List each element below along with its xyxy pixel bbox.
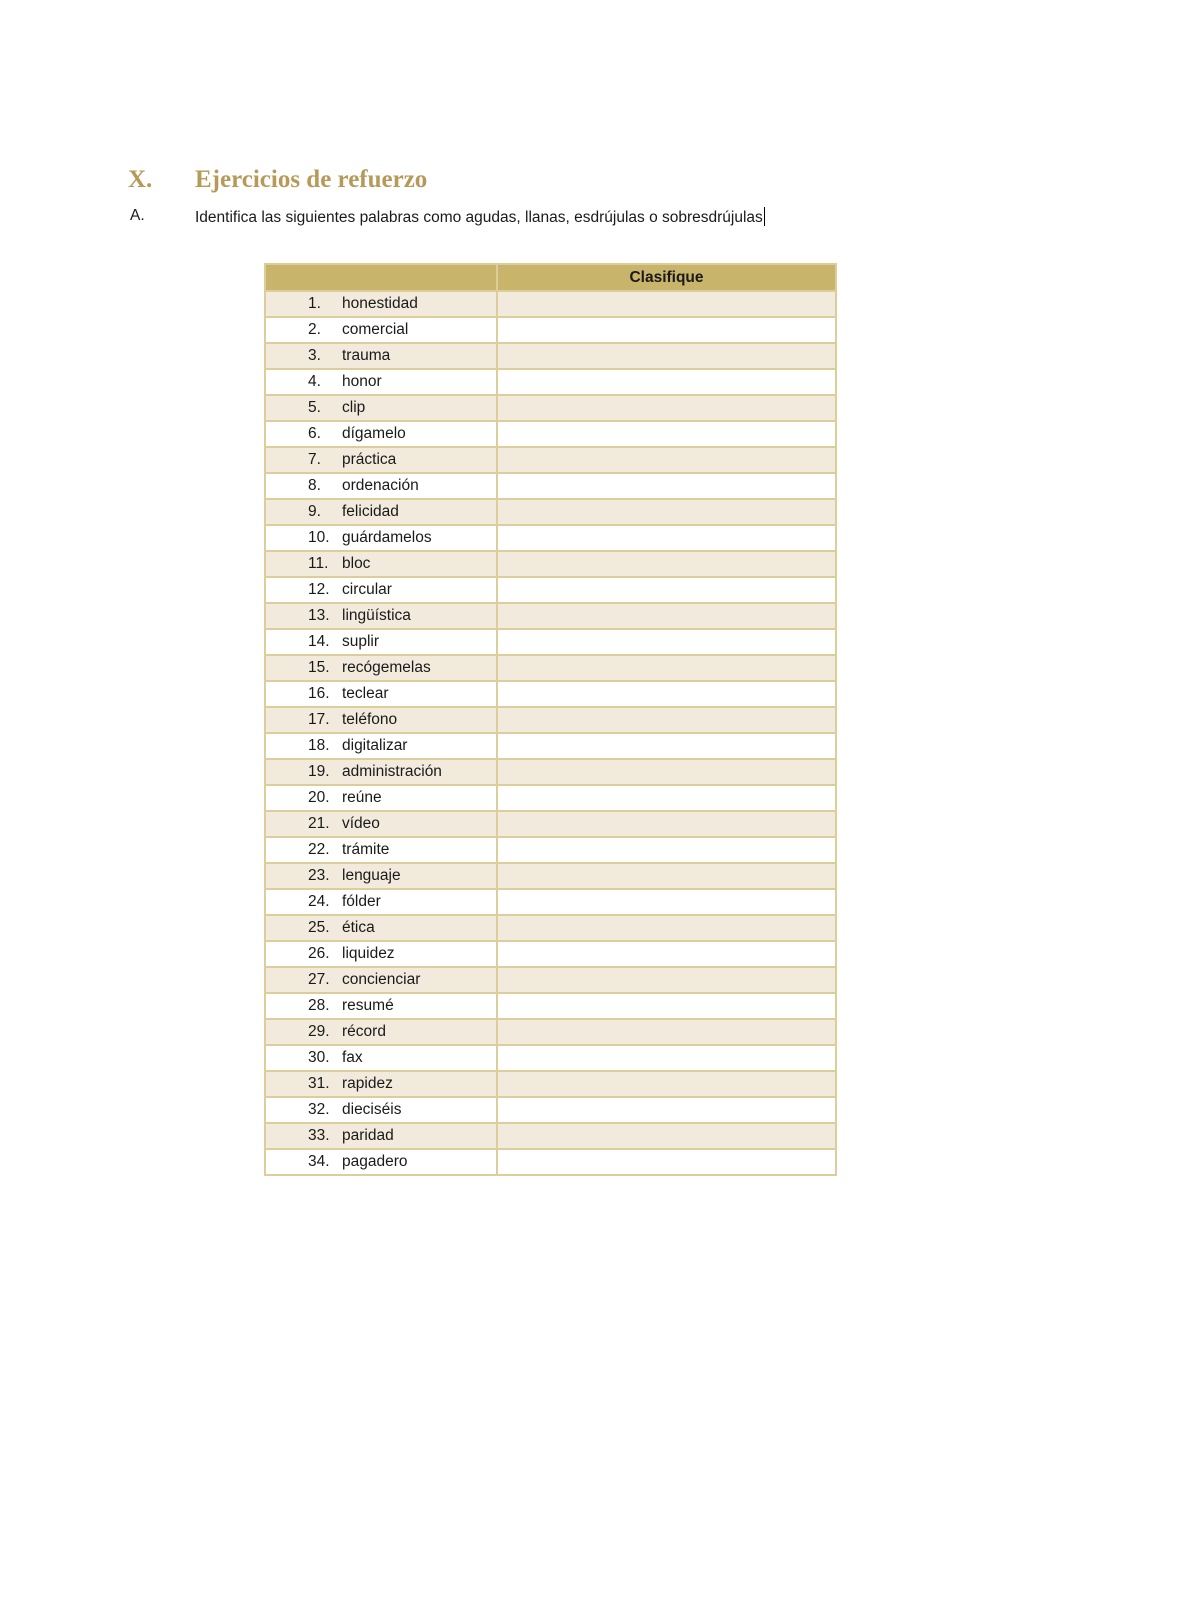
item-number: 3. [308, 347, 321, 364]
header-clasifique: Clasifique [497, 264, 836, 291]
answer-cell[interactable] [497, 915, 836, 941]
item-number: 19. [308, 763, 330, 780]
table-row [265, 603, 836, 629]
item-number: 30. [308, 1049, 330, 1066]
table-row [265, 707, 836, 733]
word-cell [265, 863, 497, 889]
word-cell [265, 1123, 497, 1149]
table-row [265, 291, 836, 317]
item-number: 25. [308, 919, 330, 936]
item-word: dieciséis [342, 1101, 402, 1118]
word-cell [265, 759, 497, 785]
table-row [265, 1019, 836, 1045]
table-row [265, 837, 836, 863]
instruction-text: Identifica las siguientes palabras como agudas, llanas, esdrújulas o sobresdrújulas [195, 209, 763, 226]
item-number: 17. [308, 711, 330, 728]
item-number: 5. [308, 399, 321, 416]
word-cell [265, 967, 497, 993]
item-word: trámite [342, 841, 390, 858]
item-word: dígamelo [342, 425, 406, 442]
item-number: 1. [308, 295, 321, 312]
word-cell [265, 993, 497, 1019]
item-word: suplir [342, 633, 380, 650]
item-number: 12. [308, 581, 330, 598]
table-row [265, 785, 836, 811]
item-word: rapidez [342, 1075, 393, 1092]
item-number: 11. [308, 555, 329, 572]
item-number: 7. [308, 451, 321, 468]
item-word: paridad [342, 1127, 394, 1144]
item-number: 28. [308, 997, 330, 1014]
answer-cell[interactable] [497, 369, 836, 395]
word-cell [265, 499, 497, 525]
word-cell [265, 941, 497, 967]
answer-cell[interactable] [497, 551, 836, 577]
answer-cell[interactable] [497, 1019, 836, 1045]
answer-cell[interactable] [497, 941, 836, 967]
header-word-column [265, 264, 497, 291]
item-word: comercial [342, 321, 409, 338]
word-cell [265, 733, 497, 759]
word-cell [265, 785, 497, 811]
word-cell [265, 1097, 497, 1123]
answer-cell[interactable] [497, 863, 836, 889]
table-row [265, 1071, 836, 1097]
answer-cell[interactable] [497, 603, 836, 629]
item-number: 6. [308, 425, 321, 442]
item-word: fax [342, 1049, 363, 1066]
word-cell [265, 577, 497, 603]
answer-cell[interactable] [497, 1149, 836, 1175]
section-heading [128, 166, 828, 200]
answer-cell[interactable] [497, 525, 836, 551]
answer-cell[interactable] [497, 421, 836, 447]
word-cell [265, 655, 497, 681]
item-word: bloc [342, 555, 371, 572]
table-row [265, 577, 836, 603]
table-row [265, 551, 836, 577]
item-number: 15. [308, 659, 330, 676]
item-number: 26. [308, 945, 330, 962]
item-word: concienciar [342, 971, 421, 988]
item-number: 34. [308, 1153, 330, 1170]
answer-cell[interactable] [497, 1123, 836, 1149]
section-number: X. [128, 166, 153, 193]
word-cell [265, 447, 497, 473]
answer-cell[interactable] [497, 317, 836, 343]
item-number: 9. [308, 503, 321, 520]
word-cell [265, 915, 497, 941]
table-row [265, 317, 836, 343]
table-row [265, 369, 836, 395]
word-cell [265, 551, 497, 577]
item-word: pagadero [342, 1153, 408, 1170]
item-word: fólder [342, 893, 381, 910]
word-cell [265, 291, 497, 317]
answer-cell[interactable] [497, 343, 836, 369]
word-cell [265, 369, 497, 395]
table-row [265, 421, 836, 447]
word-cell [265, 317, 497, 343]
table-row [265, 759, 836, 785]
answer-cell[interactable] [497, 629, 836, 655]
item-word: vídeo [342, 815, 380, 832]
word-cell [265, 629, 497, 655]
word-cell [265, 1019, 497, 1045]
table-row [265, 681, 836, 707]
item-number: 29. [308, 1023, 330, 1040]
item-number: 16. [308, 685, 330, 702]
word-cell [265, 681, 497, 707]
instruction [128, 207, 1028, 231]
table-row [265, 915, 836, 941]
table-row [265, 499, 836, 525]
item-number: 27. [308, 971, 330, 988]
item-number: 18. [308, 737, 330, 754]
item-word: resumé [342, 997, 394, 1014]
section-title: Ejercicios de refuerzo [195, 166, 428, 193]
answer-cell[interactable] [497, 1045, 836, 1071]
word-cell [265, 811, 497, 837]
word-cell [265, 837, 497, 863]
answer-cell[interactable] [497, 577, 836, 603]
item-number: 22. [308, 841, 330, 858]
table-row [265, 811, 836, 837]
item-number: 20. [308, 789, 330, 806]
answer-cell[interactable] [497, 993, 836, 1019]
table-row [265, 993, 836, 1019]
table-row [265, 1097, 836, 1123]
answer-cell[interactable] [497, 447, 836, 473]
table-row [265, 941, 836, 967]
word-cell [265, 889, 497, 915]
table-row [265, 343, 836, 369]
word-cell [265, 421, 497, 447]
item-word: ordenación [342, 477, 419, 494]
item-word: ética [342, 919, 375, 936]
answer-cell[interactable] [497, 759, 836, 785]
instruction-letter: A. [130, 207, 145, 224]
answer-cell[interactable] [497, 681, 836, 707]
answer-cell[interactable] [497, 837, 836, 863]
table-row [265, 525, 836, 551]
table-row [265, 1149, 836, 1175]
word-cell [265, 1149, 497, 1175]
table-row [265, 395, 836, 421]
answer-cell[interactable] [497, 395, 836, 421]
item-word: recógemelas [342, 659, 431, 676]
answer-cell[interactable] [497, 733, 836, 759]
item-number: 24. [308, 893, 330, 910]
word-cell [265, 343, 497, 369]
word-cell [265, 1071, 497, 1097]
item-number: 31. [308, 1075, 330, 1092]
word-cell [265, 525, 497, 551]
answer-cell[interactable] [497, 473, 836, 499]
item-word: teléfono [342, 711, 398, 728]
item-word: reúne [342, 789, 382, 806]
answer-cell[interactable] [497, 291, 836, 317]
classification-table [264, 263, 837, 1176]
item-number: 21. [308, 815, 330, 832]
item-word: lenguaje [342, 867, 401, 884]
table-row [265, 889, 836, 915]
word-cell [265, 707, 497, 733]
item-word: administración [342, 763, 442, 780]
table-row [265, 733, 836, 759]
table-row [265, 473, 836, 499]
answer-cell[interactable] [497, 499, 836, 525]
table-row [265, 967, 836, 993]
item-word: felicidad [342, 503, 399, 520]
table-row [265, 1123, 836, 1149]
item-number: 23. [308, 867, 330, 884]
item-word: teclear [342, 685, 389, 702]
answer-cell[interactable] [497, 811, 836, 837]
answer-cell[interactable] [497, 889, 836, 915]
answer-cell[interactable] [497, 1097, 836, 1123]
answer-cell[interactable] [497, 967, 836, 993]
item-number: 32. [308, 1101, 330, 1118]
item-number: 10. [308, 529, 330, 546]
answer-cell[interactable] [497, 707, 836, 733]
table-row [265, 1045, 836, 1071]
item-number: 13. [308, 607, 330, 624]
item-number: 4. [308, 373, 321, 390]
item-word: récord [342, 1023, 386, 1040]
word-cell [265, 473, 497, 499]
table-row [265, 863, 836, 889]
item-word: trauma [342, 347, 391, 364]
item-word: honor [342, 373, 382, 390]
instruction-line[interactable] [195, 207, 765, 227]
word-cell [265, 1045, 497, 1071]
table-row [265, 655, 836, 681]
item-number: 14. [308, 633, 330, 650]
item-number: 8. [308, 477, 321, 494]
item-word: clip [342, 399, 366, 416]
table-header-row [265, 264, 836, 291]
word-cell [265, 603, 497, 629]
item-word: práctica [342, 451, 397, 468]
item-word: lingüística [342, 607, 411, 624]
answer-cell[interactable] [497, 655, 836, 681]
item-word: circular [342, 581, 392, 598]
item-number: 33. [308, 1127, 330, 1144]
item-word: liquidez [342, 945, 395, 962]
answer-cell[interactable] [497, 1071, 836, 1097]
table-body [265, 291, 836, 1175]
item-word: guárdamelos [342, 529, 432, 546]
table-row [265, 629, 836, 655]
item-word: digitalizar [342, 737, 408, 754]
word-cell [265, 395, 497, 421]
item-number: 2. [308, 321, 321, 338]
table-row [265, 447, 836, 473]
answer-cell[interactable] [497, 785, 836, 811]
text-cursor [764, 207, 765, 226]
item-word: honestidad [342, 295, 418, 312]
